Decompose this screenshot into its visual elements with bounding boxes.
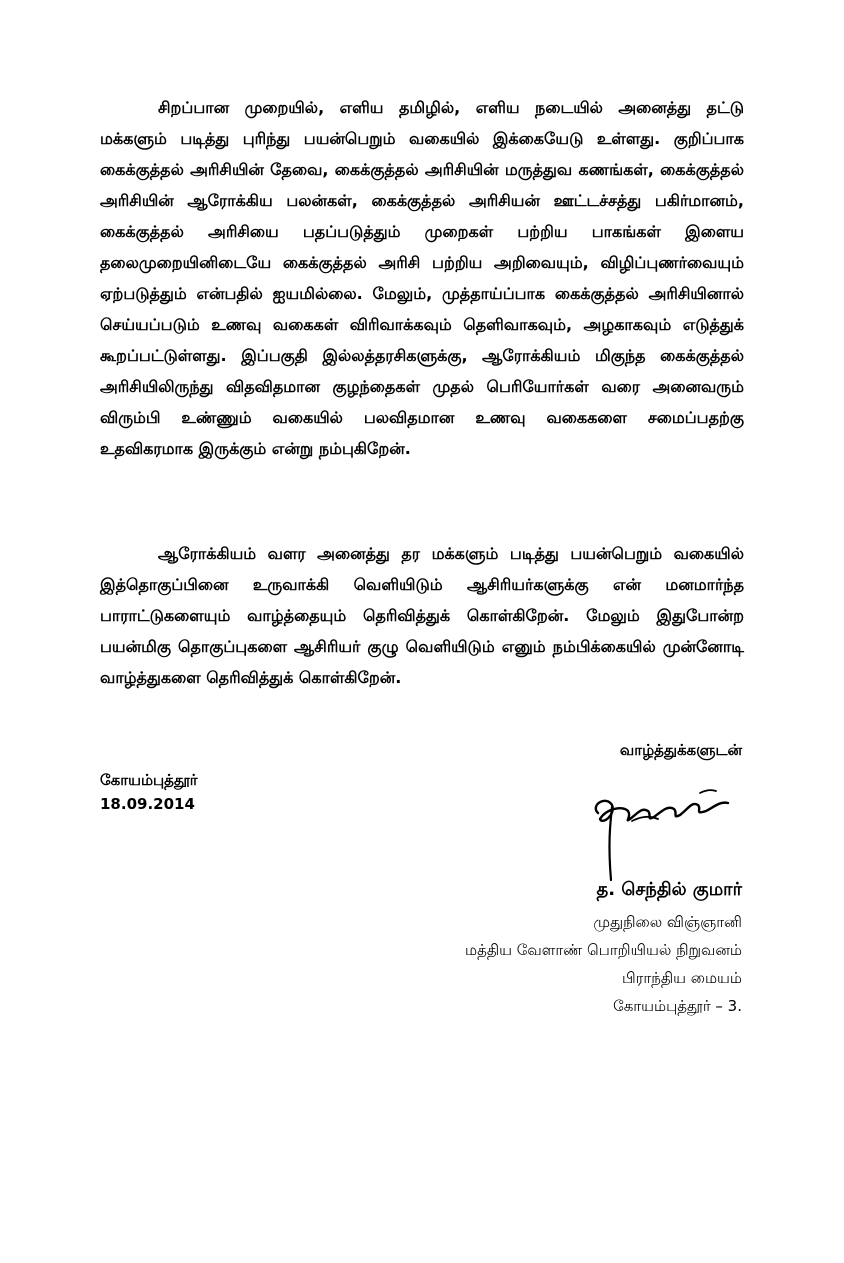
date: 18.09.2014 (100, 795, 195, 813)
signatory-designation: முதுநிலை விஞ்ஞானி (593, 913, 742, 931)
place-date-block (100, 770, 198, 818)
signatory-name: த. செந்தில் குமார் (596, 879, 742, 900)
signatory-organization: மத்திய வேளாண் பொறியியல் நிறுவனம் (465, 941, 742, 959)
place: கோயம்புத்தூர் (100, 771, 198, 789)
closing-greeting: வாழ்த்துக்களுடன் (619, 741, 742, 759)
foreword-paragraph-2: ஆரோக்கியம் வளர அனைத்து தர மக்களும் படித்து பயன்பெறும் வகையில் இத்தொகுப்பினை உருவாக்கி வெளியிடும் ஆசிரியர்களுக்கு என் மனமார்ந்த பாராட்டுகளையும் வாழ்த்தையும் தெரிவித்துக் கொள்கிறேன். மேலும் இதுபோன்ற பயன்மிகு தொகுப்புகளை ஆசிரியர் குழு வெளியிடும் எனும் நம்பிக்கையில் முன்னோடி வாழ்த்துகளை தெரிவித்துக் கொள்கிறேன். (100, 544, 744, 687)
foreword-paragraph-1: சிறப்பான முறையில், எளிய தமிழில், எளிய நடையில் அனைத்து தட்டு மக்களும் படித்து புரிந்து பயன்பெறும் வகையில் இக்கையேடு உள்ளது. குறிப்பாக கைக்குத்தல் அரிசியின் தேவை, கைக்குத்தல் அரிசியின் மருத்துவ கணங்கள், கைக்குத்தல் அரிசியின் ஆரோக்கிய பலன்கள், கைக்குத்தல் அரிசியன் ஊட்டச்சத்து பகிர்மானம், கைக்குத்தல் அரிசியை பதப்படுத்தும் முறைகள் பற்றிய பாகங்கள் இளைய தலைமுறையினிடையே கைக்குத்தல் அரிசி பற்றிய அறிவையும், விழிப்புணர்வையும் ஏற்படுத்தும் என்பதில் ஐயமில்லை. மேலும், முத்தாய்ப்பாக கைக்குத்தல் அரிசியினால் செய்யப்படும் உணவு வகைகள் விரிவாக்கவும் தெளிவாகவும், அழகாகவும் எடுத்துக் கூறப்பட்டுள்ளது. இப்பகுதி இல்லத்தரசிகளுக்கு, ஆரோக்கியம் மிகுந்த கைக்குத்தல் அரிசியிலிருந்து விதவிதமான குழந்தைகள் முதல் பெரியோர்கள் வரை அனைவரும் விரும்பி உண்ணும் வகையில் பலவிதமான உணவு வகைகளை சமைப்பதற்கு உதவிகரமாக இருக்கும் என்று நம்புகிறேன். (100, 98, 744, 458)
handwritten-signature (588, 775, 738, 885)
signatory-city: கோயம்புத்தூர் – 3. (613, 997, 742, 1015)
signatory-center: பிராந்திய மையம் (621, 969, 742, 987)
signatory-block (465, 880, 742, 1020)
